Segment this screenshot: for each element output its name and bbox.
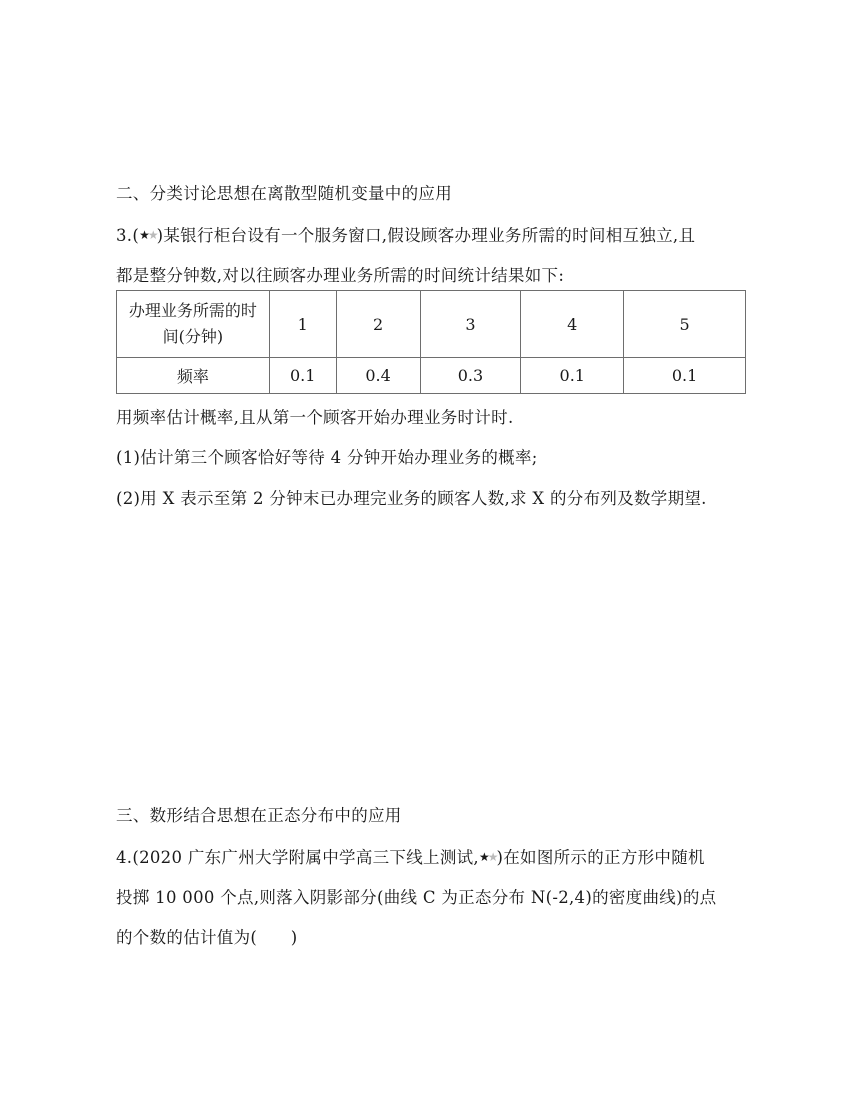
table-cell-minute: 3 — [420, 291, 521, 358]
table-header-time-line-1: 办理业务所需的时 — [128, 301, 257, 321]
problem-4-line-2: 投掷 10 000 个点,则落入阴影部分(曲线 C 为正态分布 N(-2,4)的密度曲线)的点 — [116, 888, 717, 907]
table-cell-minute: 2 — [336, 291, 420, 358]
problem-3-intro: )某银行柜台设有一个服务窗口,假设顾客办理业务所需的时间相互独立,且 — [156, 226, 696, 245]
table-row-frequency — [117, 358, 746, 394]
table-cell-frequency: 0.4 — [336, 358, 420, 394]
problem-3-after-table: 用频率估计概率,且从第一个顾客开始办理业务时计时. — [116, 408, 514, 427]
problem-3-number: 3.( — [116, 226, 140, 245]
problem-3-line-2: 都是整分钟数,对以往顾客办理业务所需的时间统计结果如下: — [116, 266, 565, 285]
frequency-table — [116, 290, 746, 394]
section-3-heading: 三、数形结合思想在正态分布中的应用 — [116, 806, 402, 825]
table-row-minutes — [117, 291, 746, 358]
problem-4-line-3: 的个数的估计值为( ) — [116, 928, 298, 947]
problem-4-question-start: )在如图所示的正方形中随机 — [496, 848, 705, 867]
problem-4-line-1 — [116, 844, 705, 868]
table-header-time-line-2: 间(分钟) — [162, 327, 224, 346]
problem-3-line-1 — [116, 222, 695, 246]
section-2-heading: 二、分类讨论思想在离散型随机变量中的应用 — [116, 184, 452, 203]
difficulty-star-icon: ★★ — [478, 850, 497, 864]
table-cell-minute: 4 — [521, 291, 624, 358]
table-header-frequency: 频率 — [117, 358, 270, 394]
table-cell-frequency: 0.1 — [269, 358, 336, 394]
table-cell-minute: 5 — [624, 291, 746, 358]
table-header-time — [117, 291, 270, 358]
problem-3-part-1: (1)估计第三个顾客恰好等待 4 分钟开始办理业务的概率; — [116, 448, 538, 467]
table-cell-frequency: 0.3 — [420, 358, 521, 394]
table-cell-minute: 1 — [269, 291, 336, 358]
problem-3-part-2: (2)用 X 表示至第 2 分钟末已办理完业务的顾客人数,求 X 的分布列及数学期望. — [116, 489, 707, 508]
problem-4-source: 4.(2020 广东广州大学附属中学高三下线上测试, — [116, 848, 479, 867]
table-cell-frequency: 0.1 — [521, 358, 624, 394]
table-cell-frequency: 0.1 — [624, 358, 746, 394]
difficulty-star-icon: ★★ — [139, 228, 157, 242]
